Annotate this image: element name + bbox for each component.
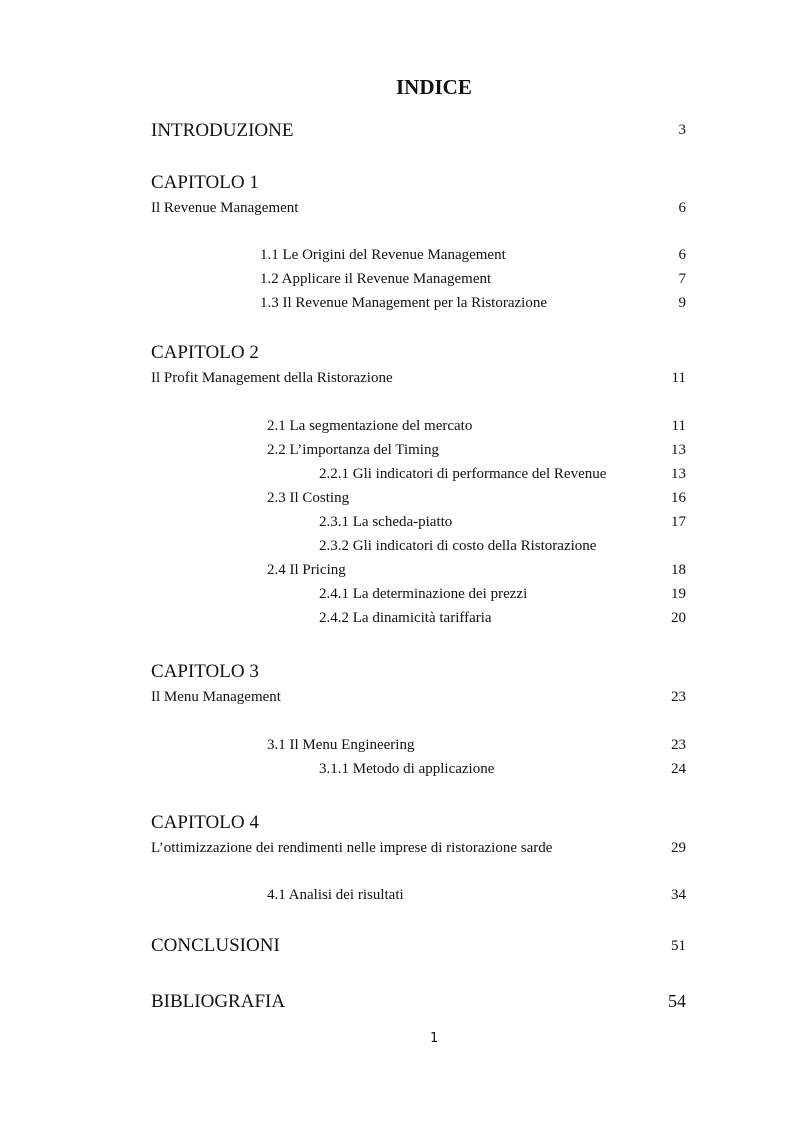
toc-item-2-4-1: 2.4.1 La determinazione dei prezzi	[319, 586, 528, 602]
chapter-4-page: 29	[671, 840, 686, 856]
toc-item-1-3-page: 9	[678, 295, 686, 311]
toc-item-2-4-2-page: 20	[671, 610, 686, 626]
chapter-2-subtitle: Il Profit Management della Ristorazione	[151, 370, 393, 386]
toc-item-2-2-page: 13	[671, 442, 686, 458]
chapter-3-subtitle: Il Menu Management	[151, 689, 281, 705]
toc-item-1-1: 1.1 Le Origini del Revenue Management	[260, 247, 506, 263]
chapter-3-heading: CAPITOLO 3	[151, 661, 259, 682]
toc-item-2-4-2: 2.4.2 La dinamicità tariffaria	[319, 610, 492, 626]
toc-item-3-1: 3.1 Il Menu Engineering	[267, 737, 415, 753]
chapter-1-page: 6	[678, 200, 686, 216]
toc-item-2-2-1: 2.2.1 Gli indicatori di performance del Revenue	[319, 466, 607, 482]
toc-conclusioni-page: 51	[671, 938, 686, 954]
toc-introduzione-page: 3	[678, 122, 686, 138]
toc-item-1-1-page: 6	[678, 247, 686, 263]
toc-item-2-4-1-page: 19	[671, 586, 686, 602]
toc-item-2-2: 2.2 L’importanza del Timing	[267, 442, 439, 458]
toc-bibliografia-page: 54	[668, 991, 686, 1011]
toc-item-2-3: 2.3 Il Costing	[267, 490, 350, 506]
toc-bibliografia-label: BIBLIOGRAFIA	[151, 991, 286, 1012]
chapter-1-heading: CAPITOLO 1	[151, 172, 259, 193]
toc-item-2-3-1: 2.3.1 La scheda-piatto	[319, 514, 453, 530]
toc-item-2-3-1-page: 17	[671, 514, 686, 530]
chapter-4-subtitle: L’ottimizzazione dei rendimenti nelle imprese di ristorazione sarde	[151, 840, 553, 856]
toc-item-2-1-page: 11	[671, 418, 686, 434]
chapter-1-subtitle: Il Revenue Management	[151, 200, 299, 216]
toc-item-2-4: 2.4 Il Pricing	[267, 562, 346, 578]
toc-item-2-3-2: 2.3.2 Gli indicatori di costo della Ristorazione	[319, 538, 597, 554]
toc-item-2-1: 2.1 La segmentazione del mercato	[267, 418, 473, 434]
toc-item-1-3: 1.3 Il Revenue Management per la Ristorazione	[260, 295, 547, 311]
toc-conclusioni-label: CONCLUSIONI	[151, 935, 280, 956]
toc-item-4-1-page: 34	[671, 887, 686, 903]
toc-item-4-1: 4.1 Analisi dei risultati	[267, 887, 404, 903]
footer-page-number: 1	[430, 1031, 439, 1046]
chapter-2-page: 11	[671, 370, 686, 386]
toc-item-3-1-1-page: 24	[671, 761, 686, 777]
page-title: INDICE	[396, 75, 472, 99]
chapter-4-heading: CAPITOLO 4	[151, 812, 259, 833]
toc-item-1-2-page: 7	[678, 271, 686, 287]
chapter-3-page: 23	[671, 689, 686, 705]
toc-item-2-3-page: 16	[671, 490, 686, 506]
chapter-2-heading: CAPITOLO 2	[151, 342, 259, 363]
toc-item-2-2-1-page: 13	[671, 466, 686, 482]
toc-item-1-2: 1.2 Applicare il Revenue Management	[260, 271, 492, 287]
toc-item-3-1-page: 23	[671, 737, 686, 753]
toc-introduzione-label: INTRODUZIONE	[151, 120, 294, 141]
toc-item-3-1-1: 3.1.1 Metodo di applicazione	[319, 761, 495, 777]
toc-item-2-4-page: 18	[671, 562, 686, 578]
